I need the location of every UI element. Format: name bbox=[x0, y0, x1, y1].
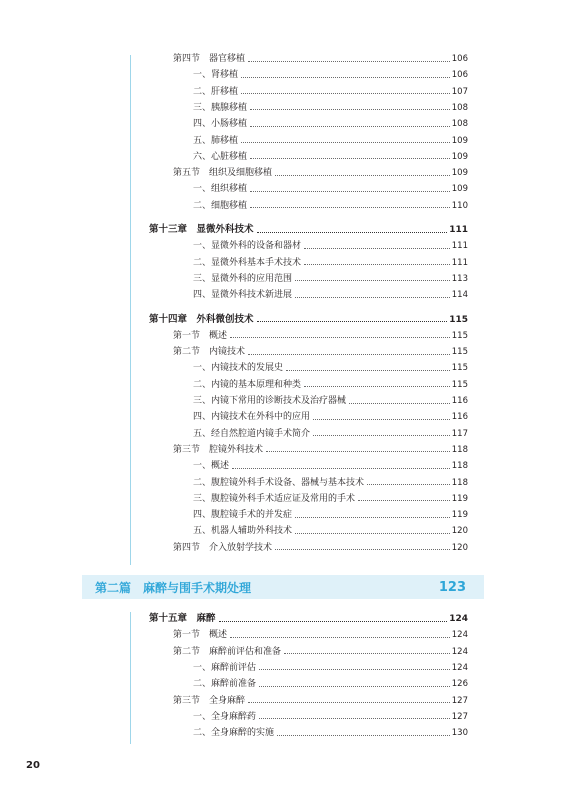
toc-entry-page: 119 bbox=[451, 493, 468, 504]
toc-entry-page: 115 bbox=[451, 330, 468, 341]
toc-entry-chapter[interactable] bbox=[149, 223, 468, 237]
part-banner-title: 第二篇 麻醉与围手术期处理 bbox=[95, 580, 252, 595]
toc-entry-title: 第三节 全身麻醉 bbox=[173, 695, 246, 706]
toc-entry-title: 第二节 内镜技术 bbox=[173, 347, 246, 358]
dot-leader bbox=[248, 61, 450, 62]
toc-entry-item[interactable] bbox=[193, 199, 468, 213]
dot-leader bbox=[358, 500, 450, 501]
toc-entry-title: 第二节 麻醉前评估和准备 bbox=[173, 646, 282, 657]
toc-entry-title: 第十五章 麻醉 bbox=[149, 613, 216, 624]
dot-leader bbox=[248, 354, 450, 355]
dot-leader bbox=[313, 435, 450, 436]
toc-entry-page: 111 bbox=[451, 241, 468, 252]
toc-entry-title: 二、全身麻醉的实施 bbox=[193, 728, 275, 739]
toc-entry-item[interactable] bbox=[193, 661, 468, 675]
toc-entry-title: 第十三章 显微外科技术 bbox=[149, 224, 254, 235]
toc-entry-page: 116 bbox=[451, 396, 468, 406]
toc-entry-page: 115 bbox=[449, 314, 468, 325]
dot-leader bbox=[277, 735, 450, 736]
dot-leader bbox=[304, 264, 450, 265]
toc-entry-page: 106 bbox=[451, 70, 468, 81]
toc-entry-title: 四、腹腔镜手术的并发症 bbox=[193, 510, 293, 521]
toc-entry-title: 三、内镜下常用的诊断技术及治疗器械 bbox=[193, 396, 347, 406]
toc-entry-title: 第三节 腔镜外科技术 bbox=[173, 444, 264, 455]
dot-leader bbox=[259, 718, 450, 719]
toc-entry-title: 三、显微外科的应用范围 bbox=[193, 273, 293, 284]
toc-entry-title: 一、肾移植 bbox=[193, 70, 239, 81]
dot-leader bbox=[219, 621, 448, 622]
dot-leader bbox=[250, 207, 450, 208]
dot-leader bbox=[286, 370, 450, 371]
toc-entry-title: 一、概述 bbox=[193, 461, 230, 472]
dot-leader bbox=[241, 77, 450, 78]
toc-entry-title: 第一节 概述 bbox=[173, 630, 228, 641]
dot-leader bbox=[250, 109, 450, 110]
toc-entry-item[interactable] bbox=[193, 710, 468, 724]
dot-leader bbox=[349, 403, 450, 404]
toc-entry-item[interactable] bbox=[193, 272, 468, 286]
toc-entry-title: 一、全身麻醉药 bbox=[193, 711, 257, 722]
dot-leader bbox=[257, 232, 448, 233]
toc-entry-page: 118 bbox=[451, 444, 468, 455]
toc-entry-page: 113 bbox=[451, 273, 468, 284]
toc-entry-item[interactable] bbox=[193, 492, 468, 506]
toc-entry-item[interactable] bbox=[193, 239, 468, 253]
toc-entry-page: 107 bbox=[451, 86, 468, 97]
toc-entry-page: 111 bbox=[451, 257, 468, 268]
toc-entry-title: 六、心脏移植 bbox=[193, 151, 248, 162]
toc-entry-page: 130 bbox=[451, 728, 468, 739]
toc-entry-item[interactable] bbox=[193, 524, 468, 538]
toc-entry-section[interactable] bbox=[173, 329, 468, 343]
toc-entry-title: 第一节 概述 bbox=[173, 330, 228, 341]
dot-leader bbox=[367, 484, 450, 485]
toc-entry-item[interactable] bbox=[193, 288, 468, 302]
toc-entry-item[interactable] bbox=[193, 726, 468, 740]
toc-entry-section[interactable] bbox=[173, 443, 468, 457]
left-rule-top bbox=[130, 55, 131, 565]
toc-entry-page: 109 bbox=[451, 151, 468, 162]
toc-entry-page: 115 bbox=[451, 347, 468, 358]
page-number: 20 bbox=[26, 760, 40, 771]
dot-leader bbox=[250, 158, 450, 159]
toc-entry-page: 117 bbox=[451, 428, 468, 439]
toc-entry-page: 127 bbox=[451, 711, 468, 722]
toc-entry-page: 118 bbox=[451, 461, 468, 472]
toc-entry-item[interactable] bbox=[193, 101, 468, 115]
toc-entry-page: 115 bbox=[451, 363, 468, 374]
dot-leader bbox=[250, 191, 450, 192]
toc-entry-item[interactable] bbox=[193, 677, 468, 691]
dot-leader bbox=[241, 93, 450, 94]
toc-entry-page: 110 bbox=[451, 200, 468, 211]
toc-entry-title: 二、麻醉前准备 bbox=[193, 679, 257, 690]
toc-entry-title: 三、胰腺移植 bbox=[193, 102, 248, 113]
dot-leader bbox=[304, 386, 450, 387]
toc-entry-section[interactable] bbox=[173, 628, 468, 642]
toc-entry-title: 二、肝移植 bbox=[193, 86, 239, 97]
dot-leader bbox=[259, 686, 450, 687]
toc-entry-item[interactable] bbox=[193, 117, 468, 131]
toc-entry-title: 一、显微外科的设备和器材 bbox=[193, 241, 302, 252]
toc-entry-title: 二、腹腔镜外科手术设备、器械与基本技术 bbox=[193, 477, 365, 488]
toc-entry-title: 一、内镜技术的发展史 bbox=[193, 363, 284, 374]
toc-entry-title: 一、麻醉前评估 bbox=[193, 662, 257, 673]
dot-leader bbox=[250, 126, 450, 127]
toc-entry-section[interactable] bbox=[173, 645, 468, 659]
toc-entry-item[interactable] bbox=[193, 394, 468, 408]
dot-leader bbox=[313, 419, 450, 420]
dot-leader bbox=[232, 468, 450, 469]
toc-entry-title: 二、细胞移植 bbox=[193, 200, 248, 211]
toc-entry-page: 124 bbox=[451, 662, 468, 673]
dot-leader bbox=[304, 248, 450, 249]
toc-entry-item[interactable] bbox=[193, 427, 468, 441]
toc-entry-title: 一、组织移植 bbox=[193, 184, 248, 195]
toc-entry-item[interactable] bbox=[193, 68, 468, 82]
toc-entry-title: 五、肺移植 bbox=[193, 135, 239, 146]
toc-entry-title: 四、内镜技术在外科中的应用 bbox=[193, 412, 311, 423]
toc-entry-page: 120 bbox=[451, 526, 468, 537]
toc-entry-item[interactable] bbox=[193, 378, 468, 392]
part-banner[interactable] bbox=[82, 575, 484, 599]
dot-leader bbox=[295, 517, 450, 518]
toc-entry-page: 120 bbox=[451, 542, 468, 553]
toc-entry-page: 118 bbox=[451, 477, 468, 488]
toc-entry-page: 127 bbox=[451, 695, 468, 706]
toc-entry-page: 115 bbox=[451, 379, 468, 390]
toc-entry-item[interactable] bbox=[193, 85, 468, 99]
toc-entry-section[interactable] bbox=[173, 166, 468, 180]
dot-leader bbox=[295, 533, 450, 534]
toc-entry-page: 108 bbox=[451, 119, 468, 130]
toc-entry-item[interactable] bbox=[193, 361, 468, 375]
left-rule-bottom bbox=[130, 612, 131, 744]
toc-entry-chapter[interactable] bbox=[149, 313, 468, 327]
toc-entry-title: 第四节 介入放射学技术 bbox=[173, 542, 273, 553]
dot-leader bbox=[257, 321, 448, 322]
dot-leader bbox=[295, 297, 450, 298]
toc-entry-page: 106 bbox=[451, 54, 468, 64]
dot-leader bbox=[259, 669, 450, 670]
toc-entry-page: 126 bbox=[451, 679, 468, 690]
toc-entry-title: 第五节 组织及细胞移植 bbox=[173, 168, 273, 179]
toc-entry-chapter[interactable] bbox=[149, 612, 468, 626]
toc-entry-item[interactable] bbox=[193, 476, 468, 490]
toc-entry-page: 111 bbox=[449, 225, 468, 235]
toc-entry-section[interactable] bbox=[173, 694, 468, 708]
toc-entry-section[interactable] bbox=[173, 345, 468, 359]
toc-entry-item[interactable] bbox=[193, 459, 468, 473]
toc-entry-item[interactable] bbox=[193, 410, 468, 424]
dot-leader bbox=[248, 702, 450, 703]
toc-entry-section[interactable] bbox=[173, 541, 468, 555]
toc-entry-item[interactable] bbox=[193, 256, 468, 270]
toc-entry-section[interactable] bbox=[173, 52, 468, 66]
toc-entry-item[interactable] bbox=[193, 150, 468, 164]
dot-leader bbox=[230, 337, 450, 338]
toc-entry-title: 四、显微外科技术新进展 bbox=[193, 290, 293, 301]
dot-leader bbox=[295, 280, 450, 281]
toc-entry-page: 119 bbox=[451, 510, 468, 521]
toc-entry-page: 109 bbox=[451, 168, 468, 179]
toc-entry-title: 五、经自然腔道内镜手术简介 bbox=[193, 428, 311, 439]
dot-leader bbox=[266, 451, 450, 452]
toc-entry-page: 124 bbox=[449, 614, 468, 624]
toc-entry-title: 四、小肠移植 bbox=[193, 119, 248, 130]
toc-entry-title: 五、机器人辅助外科技术 bbox=[193, 526, 293, 537]
dot-leader bbox=[241, 142, 450, 143]
dot-leader bbox=[284, 653, 450, 654]
toc-entry-page: 124 bbox=[451, 646, 468, 657]
part-banner-page: 123 bbox=[438, 579, 466, 595]
dot-leader bbox=[275, 175, 450, 176]
toc-entry-item[interactable] bbox=[193, 182, 468, 196]
toc-entry-page: 109 bbox=[451, 184, 468, 195]
toc-entry-title: 二、内镜的基本原理和种类 bbox=[193, 379, 302, 390]
toc-entry-title: 第十四章 外科微创技术 bbox=[149, 313, 254, 325]
toc-entry-page: 108 bbox=[451, 102, 468, 113]
toc-entry-title: 第四节 器官移植 bbox=[173, 54, 246, 64]
toc-entry-page: 114 bbox=[451, 290, 468, 301]
toc-entry-page: 109 bbox=[451, 135, 468, 146]
toc-entry-title: 二、显微外科基本手术技术 bbox=[193, 257, 302, 268]
toc-entry-page: 124 bbox=[451, 630, 468, 641]
toc-entry-item[interactable] bbox=[193, 508, 468, 522]
dot-leader bbox=[230, 637, 450, 638]
toc-entry-title: 三、腹腔镜外科手术适应证及常用的手术 bbox=[193, 493, 356, 504]
toc-entry-page: 116 bbox=[451, 412, 468, 423]
toc-entry-item[interactable] bbox=[193, 134, 468, 148]
dot-leader bbox=[275, 549, 450, 550]
